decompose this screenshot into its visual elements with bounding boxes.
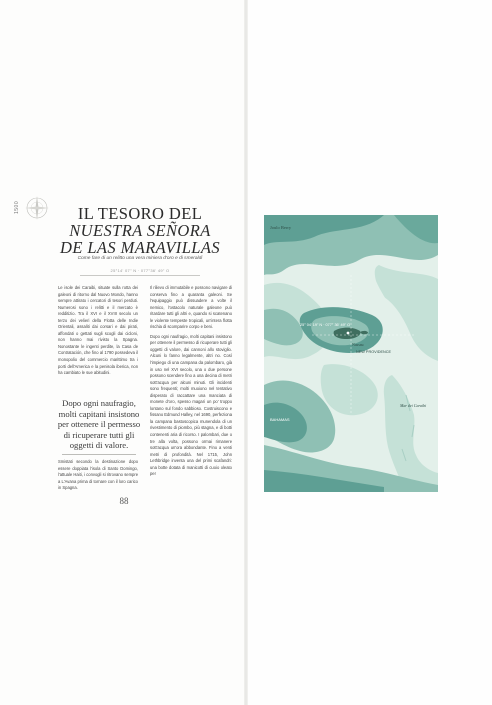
title-line-2: NUESTRA SEÑORA bbox=[69, 221, 211, 240]
title-line-1: IL TESORO DEL bbox=[77, 204, 203, 223]
article-subtitle: Come fare di un relitto una vera miniera d'oro e di smeraldi bbox=[77, 256, 203, 261]
body-column-1-continued bbox=[58, 459, 138, 492]
map-graphic bbox=[264, 215, 438, 492]
pull-quote: Dopo ogni naufragio, molti capitani insistono per ottenere il permesso di ricuperare tutti gli oggetti di valore. bbox=[57, 398, 141, 451]
sea-map bbox=[264, 215, 438, 492]
map-label-nassau: Nassau bbox=[352, 342, 364, 347]
chapter-side-tab: 1500 bbox=[14, 200, 20, 214]
divider bbox=[80, 275, 200, 276]
map-label-coordinates: 25° 04' 19" N · 077° 36' 49" O bbox=[300, 323, 351, 327]
title-line-3: DE LAS MARAVILLAS bbox=[60, 238, 220, 257]
compass-rose-icon bbox=[24, 195, 50, 221]
paragraph: Le isole dei Caraibi, situate sulla rotta dei galeoni di ritorno dal Nuovo Mondo, hanno sempre attirato i cercatori di tesori perduti. Numerosi sono i relitti e il mercato è redditizio. Tra il XVI e il XVIII secolo un terzo dei velieri della Flotta delle Indie Orientali, assaliti dai corsari e dai pirati, affondati o gettati sugli scogli dai cicloni, non hanno mai rivisto la Spagna. Nonostante le ingenti perdite, la Casa de Contratación, che fino al 1790 possedeva il monopolio del commercio marittimo tra i porti dell'America e la penisola iberica, non ha cambiato le sue abitudini. bbox=[58, 285, 138, 376]
map-label-joulo: Joulo Berry bbox=[270, 225, 292, 230]
map-label-sea: Mar dei Caraibi bbox=[400, 403, 427, 408]
paragraph: Il rilievo di immutabile e possono navigare di conserva fino a quaranta galeoni. Se l'equipaggio può dissuadere a volte il nemico, l'ostacolo naturale galeone può ritardare tutti gli altri e, quando si scatenano le violente tempeste tropicali, un'intera flotta rischia di scomparire corpo e beni. bbox=[150, 285, 232, 330]
coordinates-label: 25°14' 07" N · 077°36' 49" O bbox=[110, 268, 170, 273]
map-label-bahamas: BAHAMAS bbox=[270, 417, 290, 422]
map-label-new-providence: NEW PROVIDENCE bbox=[356, 350, 392, 354]
paragraph: Smistati secondo la destinazione dopo essere doppiata l'isola di Santo Domingo, l'attuale Haiti, i convogli si ritrovano sempre a L'Avana prima di tornare con il loro carico in Spagna. bbox=[58, 459, 138, 491]
book-gutter bbox=[244, 0, 248, 705]
paragraph: Dopo ogni naufragio, molti capitani insistono per ottenere il permesso di ricuperare tutti gli oggetti di valore, dai cannoni allo stoviglio. Alcuni lo fanno legalmente, altri no. Così l'impiego di una campana da palombaro, già in uso nel XVI secolo, una o due persone possono scendere fino a una decina di metri sott'acqua per alcuni minuti. Gli incidenti sono frequenti; molti muoiono nel tentativo disperato di raccattare una manciata di monete d'oro, spesso magari un po' troppo lontano sul fondo sabbioso. Costruiscono e fissano Edmund Halley, nel 1690, perfeziona la campana bastoscopica munendola di un rivestimento di piombo, più stagna, e di botti contenenti aria di ricorso. I palombari, due o tre alla volta, possono ormai rimanere sott'acqua un'ora abbondante. Fino a venti metri di profondità. Nel 1715, John Lethbridge inventa una del primi scafandri: una botte dotata di manicotti di cuoio oleato per bbox=[150, 333, 232, 477]
article-title bbox=[50, 205, 230, 256]
body-column-2 bbox=[150, 285, 232, 478]
body-column-1 bbox=[58, 285, 138, 377]
page-number: 88 bbox=[119, 496, 129, 506]
divider bbox=[62, 454, 136, 455]
